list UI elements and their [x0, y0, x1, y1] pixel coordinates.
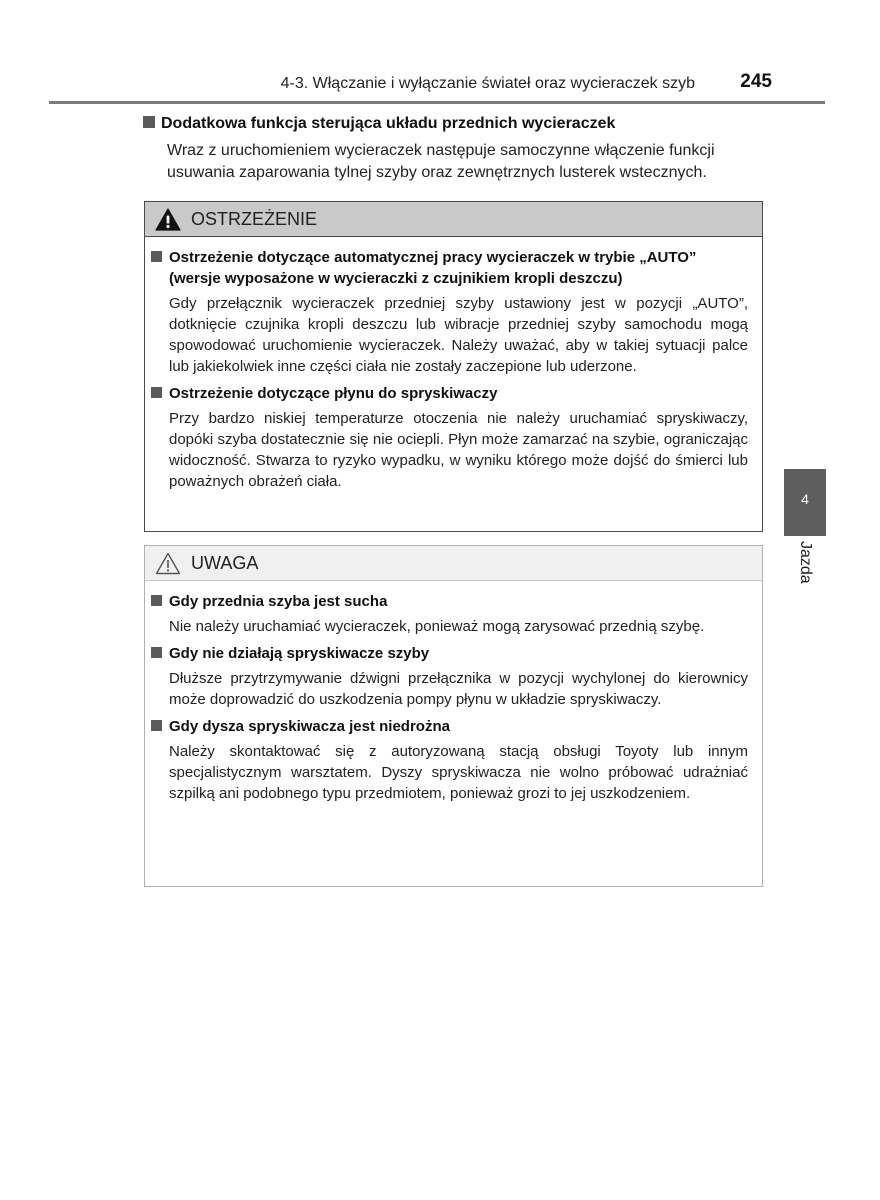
warning-item — [151, 383, 748, 492]
warning-item-body: Przy bardzo niskiej temperaturze otoczenia nie należy uruchamiać spryskiwaczy, dopóki szyba dostatecznie się nie ociepli. Płyn może zamarzać na szybie, ograniczając widoczność. Stwarza to ryzyko wypadku, w wyniku którego może dojść do śmierci lub poważnych obrażeń ciała. — [169, 410, 748, 490]
caution-item-heading-text: Gdy dysza spryskiwacza jest niedrożna — [169, 718, 450, 735]
page-number: 245 — [740, 71, 772, 92]
intro-body: Wraz z uruchomieniem wycieraczek następuje samoczynne włączenie funkcji usuwania zaparowania tylnej szyby oraz zewnętrznych lusterek wstecznych. — [167, 142, 715, 181]
warning-item-body: Gdy przełącznik wycieraczek przedniej szyby ustawiony jest w pozycji „AUTO”, dotknięcie czujnika kropli deszczu lub wibracje przedniej szyby samochodu mogą spowodować uruchomienie wycieraczek. Należy uważać, aby w takiej sytuacji palce lub jakiekolwiek inne części ciała nie zostały zaczepione lub uderzone. — [169, 295, 748, 375]
caution-item-heading — [151, 591, 748, 612]
caution-item-heading-text: Gdy nie działają spryskiwacze szyby — [169, 645, 430, 662]
caution-item — [151, 643, 748, 710]
warning-box-title: OSTRZEŻENIE — [191, 208, 318, 229]
square-bullet-icon — [151, 251, 162, 262]
chapter-number: 4 — [801, 491, 809, 507]
caution-box-content — [145, 581, 762, 804]
chapter-label: Jazda — [797, 541, 814, 584]
square-bullet-icon — [151, 720, 162, 731]
caution-item-body: Dłuższe przytrzymywanie dźwigni przełącznika w pozycji wychylonej do kierownicy może doprowadzić do uszkodzenia pompy płynu w układzie spryskiwaczy. — [169, 670, 748, 708]
caution-box — [144, 545, 763, 887]
intro-heading-text: Dodatkowa funkcja sterująca układu przednich wycieraczek — [161, 115, 616, 132]
caution-triangle-outline-icon — [155, 552, 181, 575]
caution-box-title: UWAGA — [191, 552, 259, 573]
caution-item-heading — [151, 716, 748, 737]
square-bullet-icon — [151, 647, 162, 658]
square-bullet-icon — [143, 116, 155, 128]
caution-box-header — [145, 546, 762, 581]
intro-section — [143, 113, 765, 184]
chapter-tab — [784, 469, 826, 536]
warning-item-heading — [151, 247, 748, 289]
warning-item — [151, 247, 748, 377]
caution-item-heading-text: Gdy przednia szyba jest sucha — [169, 593, 388, 610]
warning-item-heading-text: Ostrzeżenie dotyczące automatycznej pracy wycieraczek w trybie „AUTO” (wersje wyposażone w wycieraczki z czujnikiem kropli deszczu) — [169, 249, 697, 287]
intro-heading — [143, 113, 765, 135]
square-bullet-icon — [151, 387, 162, 398]
caution-item-body: Nie należy uruchamiać wycieraczek, ponieważ mogą zarysować przednią szybę. — [169, 618, 705, 635]
caution-item — [151, 716, 748, 804]
square-bullet-icon — [151, 595, 162, 606]
section-title: 4-3. Włączanie i wyłączanie świateł oraz wycieraczek szyb — [280, 75, 695, 92]
caution-item-heading — [151, 643, 748, 664]
warning-box — [144, 201, 763, 532]
warning-box-content — [145, 237, 762, 492]
header-divider — [49, 101, 825, 104]
warning-item-heading-text: Ostrzeżenie dotyczące płynu do spryskiwaczy — [169, 385, 498, 402]
caution-item — [151, 591, 748, 637]
caution-item-body: Należy skontaktować się z autoryzowaną stacją obsługi Toyoty lub innym specjalistycznym warsztatem. Dyszy spryskiwacza nie wolno próbować udrażniać szpilką ani podobnego typu przedmiotem, ponieważ grozi to jej uszkodzeniem. — [169, 743, 748, 802]
warning-triangle-filled-icon — [155, 208, 181, 231]
warning-item-heading — [151, 383, 748, 404]
warning-box-header — [145, 202, 762, 237]
